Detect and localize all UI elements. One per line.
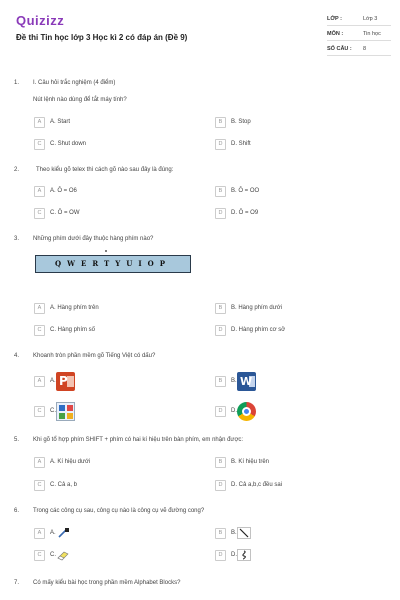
meta-label: MÔN : <box>327 31 344 37</box>
option-text: A. Kí hiệu dưới <box>50 459 91 465</box>
option-text: D. Shift <box>231 141 251 147</box>
line-tool-icon <box>237 527 251 539</box>
option-letter: A <box>34 117 45 128</box>
option-text: B. Ô = OO <box>231 188 260 194</box>
divider <box>327 40 391 41</box>
question-text: Có mấy kiểu bài học trong phần mềm Alphabet Blocks? <box>33 580 181 586</box>
question-text: I. Câu hỏi trắc nghiệm (4 điểm) <box>33 80 116 86</box>
option-letter: B <box>215 186 226 197</box>
question-text: Những phím dưới đây thuộc hàng phím nào? <box>33 236 154 242</box>
eraser-icon <box>56 549 70 561</box>
option-text: C. Shut down <box>50 141 87 147</box>
option-text: D. Hàng phím cơ sở <box>231 327 286 333</box>
option-letter: C <box>34 480 45 491</box>
question-number: 3. <box>14 236 20 242</box>
option-letter: B <box>215 457 226 468</box>
option-letter: C <box>34 139 45 150</box>
option-letter: B <box>215 303 226 314</box>
powerpoint-icon: P <box>56 372 75 391</box>
option-letter: A <box>34 457 45 468</box>
meta-value: 8 <box>363 46 367 52</box>
keyboard-row-image: QWERTYUIOP <box>35 255 191 273</box>
question-text: Khoanh tròn phần mềm gõ Tiếng Việt có dấu? <box>33 353 156 359</box>
color-picker-icon <box>56 527 70 539</box>
option-text: C. Hàng phím số <box>50 327 96 333</box>
header <box>0 0 400 66</box>
option-letter: A <box>34 528 45 539</box>
question-number: 6. <box>14 508 20 514</box>
option-text: A. Start <box>50 119 71 125</box>
option-text: C. Cả a, b <box>50 482 78 488</box>
option-letter: D <box>215 550 226 561</box>
option-letter: C <box>34 208 45 219</box>
option-text: A. <box>50 530 56 536</box>
meta-value: Lớp 3 <box>363 16 378 22</box>
option-letter: D <box>215 480 226 491</box>
option-text: C. Ô = OW <box>50 210 80 216</box>
option-text: C. <box>50 552 56 558</box>
option-letter: D <box>215 208 226 219</box>
option-text: C. <box>50 408 56 414</box>
question-text: Theo kiểu gõ telex thì cách gõ nào sau đây là đúng: <box>36 167 174 173</box>
option-letter: B <box>215 376 226 387</box>
meta-value: Tin học <box>363 31 381 37</box>
meta-label: SỐ CÂU : <box>327 46 352 52</box>
option-text: D. <box>231 552 237 558</box>
option-text: A. Ô = O6 <box>50 188 77 194</box>
unikey-icon <box>56 402 75 421</box>
option-letter: C <box>34 406 45 417</box>
option-text: D. <box>231 408 237 414</box>
option-text: D. Cả a,b,c đều sai <box>231 482 283 488</box>
decorative-dot <box>105 250 107 252</box>
option-letter: D <box>215 325 226 336</box>
option-text: D. Ô = O9 <box>231 210 259 216</box>
option-letter: D <box>215 139 226 150</box>
page-title: Đề thi Tin học lớp 3 Học kì 2 có đáp án (Đề 9) <box>16 33 188 42</box>
option-letter: B <box>215 117 226 128</box>
question-text: Khi gõ tổ hợp phím SHIFT + phím có hai kí hiệu trên bàn phím, em nhận được: <box>33 437 244 443</box>
option-text: B. Kí hiệu trên <box>231 459 270 465</box>
curve-tool-icon <box>237 549 251 561</box>
option-letter: A <box>34 186 45 197</box>
option-letter: A <box>34 376 45 387</box>
option-text: A. <box>50 378 56 384</box>
question-number: 5. <box>14 437 20 443</box>
meta-label: LỚP : <box>327 16 342 22</box>
option-text: A. Hàng phím trên <box>50 305 99 311</box>
question-number: 4. <box>14 353 20 359</box>
question-text: Trong các công cụ sau, công cụ nào là công cụ vẽ đường cong? <box>33 508 205 514</box>
question-number: 2. <box>14 167 20 173</box>
option-letter: C <box>34 325 45 336</box>
option-letter: B <box>215 528 226 539</box>
option-text: B. Stop <box>231 119 251 125</box>
option-letter: A <box>34 303 45 314</box>
option-text: B. <box>231 378 237 384</box>
divider <box>327 25 391 26</box>
question-number: 1. <box>14 80 20 86</box>
option-text: B. Hàng phím dưới <box>231 305 282 311</box>
question-number: 7. <box>14 580 20 586</box>
chrome-icon <box>237 402 256 421</box>
word-icon: W <box>237 372 256 391</box>
option-text: B. <box>231 530 237 536</box>
option-letter: D <box>215 406 226 417</box>
option-letter: C <box>34 550 45 561</box>
quizizz-logo: Quizizz <box>16 13 65 28</box>
divider <box>327 55 391 56</box>
question-subtext: Nút lệnh nào dùng để tắt máy tính? <box>33 97 127 103</box>
